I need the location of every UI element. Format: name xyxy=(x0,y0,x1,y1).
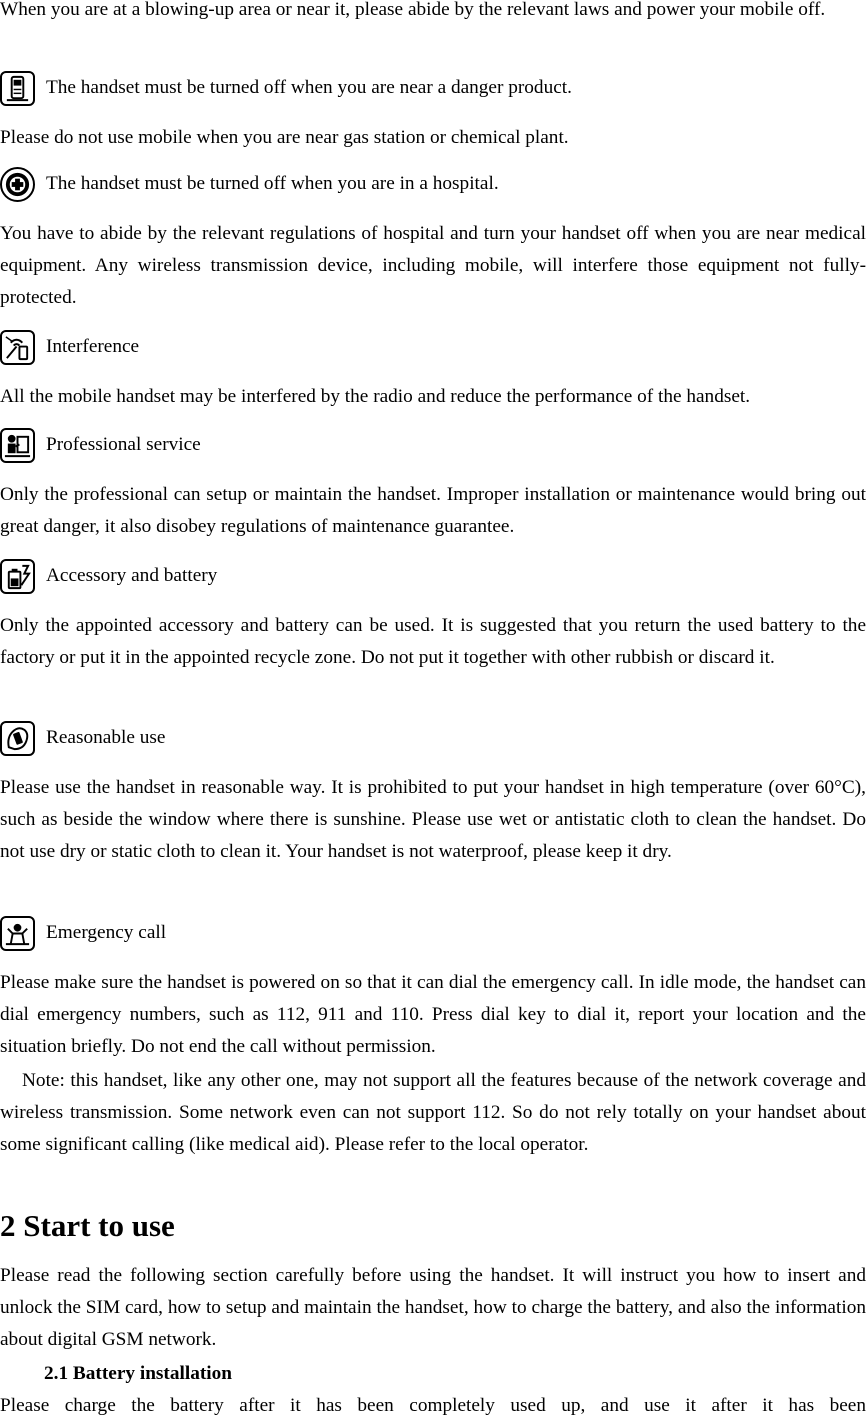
section-heading-text: Accessory and battery xyxy=(46,565,218,586)
section-body-interference: All the mobile handset may be interfered by the radio and reduce the performance of the handset. xyxy=(0,386,751,407)
section-heading-danger-product xyxy=(0,70,572,106)
section-heading-accessory-battery xyxy=(0,558,217,594)
section-heading-professional-service xyxy=(0,427,201,463)
section-heading-text: Professional service xyxy=(46,434,201,455)
section-body-professional-service: Only the professional can setup or maintain the handset. Improper installation or maintenance would bring out great danger, it also disobey regulations of maintenance guarantee. xyxy=(0,484,866,537)
section-heading-text: The handset must be turned off when you are near a danger product. xyxy=(46,77,572,98)
section-body-accessory-battery: Only the appointed accessory and battery can be used. It is suggested that you return the used battery to the factory or put it in the appointed recycle zone. Do not put it together with other rubbish or discard it. xyxy=(0,615,866,668)
subsection-title: 2.1 Battery installation xyxy=(44,1363,232,1384)
note-paragraph: Note: this handset, like any other one, may not support all the features because of the network coverage and wireless transmission. Some network even can not support 112. So do not rely totally on your handset about some significant calling (like medical aid). Please refer to the local operator. xyxy=(0,1070,866,1155)
section-heading-hospital xyxy=(0,166,499,202)
accessory-battery-icon xyxy=(0,559,35,594)
intro-paragraph: When you are at a blowing-up area or near it, please abide by the relevant laws and power your mobile off. xyxy=(0,0,826,20)
interference-icon xyxy=(0,330,35,365)
hospital-icon xyxy=(0,167,35,202)
section-heading-text: The handset must be turned off when you are in a hospital. xyxy=(46,173,499,194)
section-heading-text: Reasonable use xyxy=(46,727,166,748)
section-heading-text: Emergency call xyxy=(46,922,167,943)
subsection-body: Please charge the battery after it has been completely used up, and use it after it has been xyxy=(0,1395,866,1416)
section-heading-emergency-call xyxy=(0,915,166,951)
emergency-call-icon xyxy=(0,916,35,951)
danger-product-icon xyxy=(0,71,35,106)
section-body-hospital: You have to abide by the relevant regulations of hospital and turn your handset off when you are near medical equipment. Any wireless transmission device, including mobile, will interfere those equipment not fully-protected. xyxy=(0,223,866,308)
chapter-title: 2 Start to use xyxy=(0,1208,175,1243)
section-body-danger-product: Please do not use mobile when you are near gas station or chemical plant. xyxy=(0,127,569,148)
section-body-emergency-call: Please make sure the handset is powered on so that it can dial the emergency call. In idle mode, the handset can dial emergency numbers, such as 112, 911 and 110. Press dial key to dial it, report your location and the situation briefly. Do not end the call without permission. xyxy=(0,972,866,1057)
section-heading-interference xyxy=(0,329,139,365)
reasonable-use-icon xyxy=(0,721,35,756)
section-heading-reasonable-use xyxy=(0,720,165,756)
professional-service-icon xyxy=(0,428,35,463)
chapter-intro: Please read the following section carefully before using the handset. It will instruct you how to insert and unlock the SIM card, how to setup and maintain the handset, how to charge the battery, and also the information about digital GSM network. xyxy=(0,1265,866,1350)
section-body-reasonable-use: Please use the handset in reasonable way. It is prohibited to put your handset in high temperature (over 60°C), such as beside the window where there is sunshine. Please use wet or antistatic cloth to clean the handset. Do not use dry or static cloth to clean it. Your handset is not waterproof, please keep it dry. xyxy=(0,777,866,862)
section-heading-text: Interference xyxy=(46,336,140,357)
